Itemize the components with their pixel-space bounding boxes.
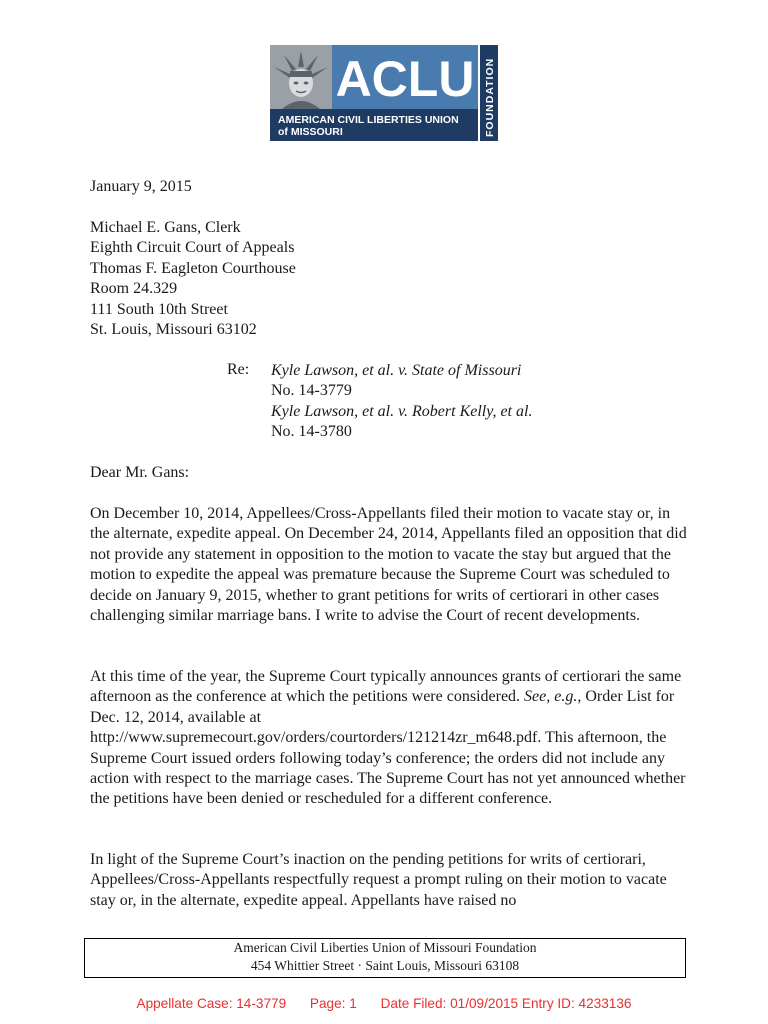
body-paragraph-2 [90,667,688,810]
filing-stamp [0,996,768,1011]
footer-org-name: American Civil Liberties Union of Missouri Foundation [233,940,537,955]
p2-text-b: , Order List for Dec. 12, 2014, available at http://www.supremecourt.gov/orders/courtorders/121214zr_m648.pdf. This afternoon, the Supreme Court issued orders following today’s conference; the orders did not include any action with respect to the marriage cases. The Supreme Court has not yet announced whether the petitions have been denied or rescheduled for a different conference. [90,688,686,808]
addressee-line: Eighth Circuit Court of Appeals [90,239,295,257]
case-title: Kyle Lawson, et al. v. State of Missouri [271,362,522,379]
re-label: Re: [227,361,250,378]
case-title: Kyle Lawson, et al. v. Robert Kelly, et al. [271,402,533,420]
p2-text-a: At this time of the year, the Supreme Court typically announces grants of certiorari the same afternoon as the conference at which the petitions were considered. [90,668,682,706]
footer-address: 454 Whittier Street · Saint Louis, Missouri 63108 [250,958,520,973]
body-paragraph-3: In light of the Supreme Court’s inaction on the pending petitions for writs of certiorari, Appellees/Cross-Appellants respectfully request a prompt ruling on their motion to vacate stay or, in the alternate, expedite appeal. Appellants have raised no [90,851,667,909]
org-name-line1: AMERICAN CIVIL LIBERTIES UNION [278,114,459,126]
brand-text: ACLU [335,51,475,107]
foundation-label: FOUNDATION [484,57,496,137]
stamp-page: Page: 1 [309,996,357,1011]
addressee-line: Michael E. Gans, Clerk [90,219,241,236]
addressee-line: St. Louis, Missouri 63102 [90,321,257,339]
case-number: No. 14-3779 [271,382,352,400]
addressee-line: 111 South 10th Street [90,300,228,318]
salutation: Dear Mr. Gans: [90,464,190,481]
re-block [271,361,532,443]
addressee-line: Room 24.329 [90,280,178,298]
stamp-filed: Date Filed: 01/09/2015 Entry ID: 4233136 [380,996,632,1011]
addressee-block [90,218,296,340]
aclu-logo [270,45,498,141]
org-name-line2: of MISSOURI [278,126,343,138]
body-paragraph-1: On December 10, 2014, Appellees/Cross-Appellants filed their motion to vacate stay or, in the alternate, expedite appeal. On December 24, 2014, Appellants filed an opposition that did not provide any statement in opposition to the motion to vacate the stay but argued that the motion to expedite the appeal was premature because the Supreme Court was scheduled to decide on January 9, 2015, whether to grant petitions for writs of certiorari in other cases challenging similar marriage bans. I write to advise the Court of recent developments. [90,505,687,625]
case-number: No. 14-3780 [271,423,352,441]
letterhead-footer [84,938,686,978]
letter-date: January 9, 2015 [90,178,192,195]
stamp-case: Appellate Case: 14-3779 [136,996,287,1011]
p2-citation-signal: See, e.g. [524,688,578,706]
addressee-line: Thomas F. Eagleton Courthouse [90,259,296,277]
